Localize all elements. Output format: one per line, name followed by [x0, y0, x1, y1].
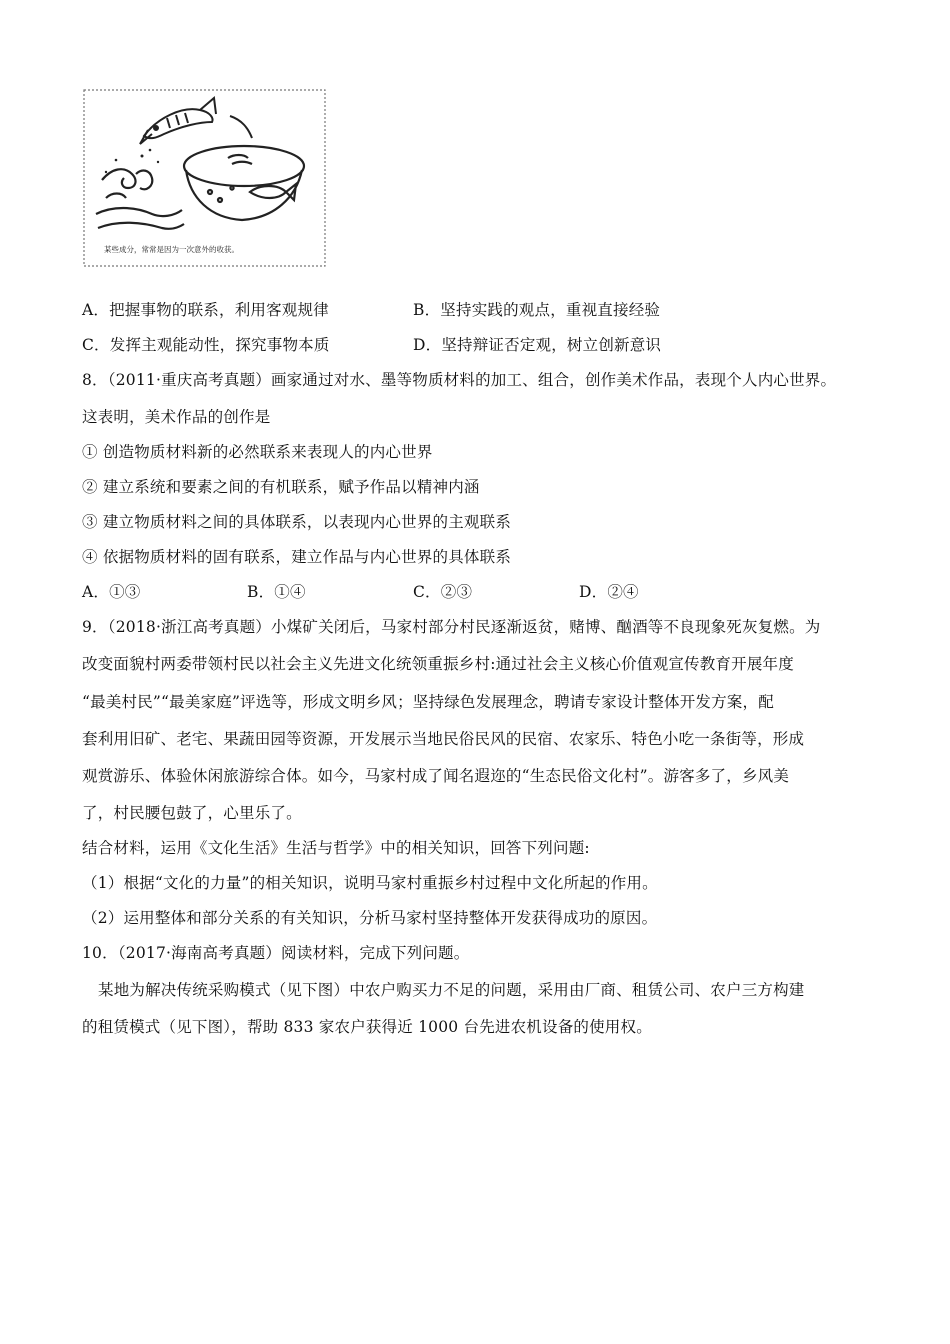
- q10-material-line2: 的租赁模式（见下图），帮助 833 家农户获得近 1000 台先进农机设备的使用权。: [82, 1018, 652, 1036]
- q8-stem-line2: 这表明，美术作品的创作是: [82, 408, 271, 426]
- q7-option-a: A．把握事物的联系，利用客观规律: [82, 301, 329, 319]
- q9-line5: 观赏游乐、体验休闲旅游综合体。如今，马家村成了闻名遐迩的“生态民俗文化村”。游客多了，乡风美: [82, 767, 790, 785]
- q8-item-1: ① 创造物质材料新的必然联系来表现人的内心世界: [82, 443, 433, 461]
- cartoon-illustration: [82, 88, 327, 268]
- q10-material-line1: 某地为解决传统采购模式（见下图）中农户购买力不足的问题，采用由厂商、租赁公司、农户三方构建: [98, 981, 805, 999]
- q9-line1: 9．（2018·浙江高考真题）小煤矿关闭后，马家村部分村民逐渐返贫，赌博、酗酒等不良现象死灰复燃。为: [82, 618, 821, 636]
- q9-prompt: 结合材料，运用《文化生活》生活与哲学》中的相关知识，回答下列问题:: [82, 839, 590, 857]
- q9-line4: 套利用旧矿、老宅、果蔬田园等资源，开发展示当地民俗民风的民宿、农家乐、特色小吃一条街等，形成: [82, 730, 805, 748]
- q9-subquestion-1: （1）根据“文化的力量”的相关知识，说明马家村重振乡村过程中文化所起的作用。: [82, 874, 658, 892]
- q8-item-2: ② 建立系统和要素之间的有机联系，赋予作品以精神内涵: [82, 478, 480, 496]
- q9-line2: 改变面貌村两委带领村民以社会主义先进文化统领重振乡村:通过社会主义核心价值观宣传教育开展年度: [82, 655, 794, 673]
- q8-option-d: D．②④: [579, 583, 639, 601]
- q8-option-b: B．①④: [247, 583, 306, 601]
- q9-subquestion-2: （2）运用整体和部分关系的有关知识，分析马家村坚持整体开发获得成功的原因。: [82, 909, 658, 927]
- q8-option-a: A．①③: [82, 583, 141, 601]
- q10-stem: 10．（2017·海南高考真题）阅读材料，完成下列问题。: [82, 944, 470, 962]
- figure-caption: 某些成分，常常是因为一次意外的收获。: [104, 245, 239, 254]
- q9-line3: “最美村民”“最美家庭”评选等，形成文明乡风；坚持绿色发展理念，聘请专家设计整体开发方案，配: [82, 693, 774, 711]
- q9-line6: 了，村民腰包鼓了，心里乐了。: [82, 804, 302, 822]
- q8-stem-line1: 8．（2011·重庆高考真题）画家通过对水、墨等物质材料的加工、组合，创作美术作品，表现个人内心世界。: [82, 371, 837, 389]
- q7-option-b: B．坚持实践的观点，重视直接经验: [413, 301, 661, 319]
- q7-option-d: D．坚持辩证否定观，树立创新意识: [413, 336, 662, 354]
- q7-option-c: C．发挥主观能动性，探究事物本质: [82, 336, 330, 354]
- q8-item-4: ④ 依据物质材料的固有联系，建立作品与内心世界的具体联系: [82, 548, 512, 566]
- q8-item-3: ③ 建立物质材料之间的具体联系，以表现内心世界的主观联系: [82, 513, 512, 531]
- fish-bowl-drawing: [82, 88, 327, 268]
- q8-option-c: C．②③: [413, 583, 473, 601]
